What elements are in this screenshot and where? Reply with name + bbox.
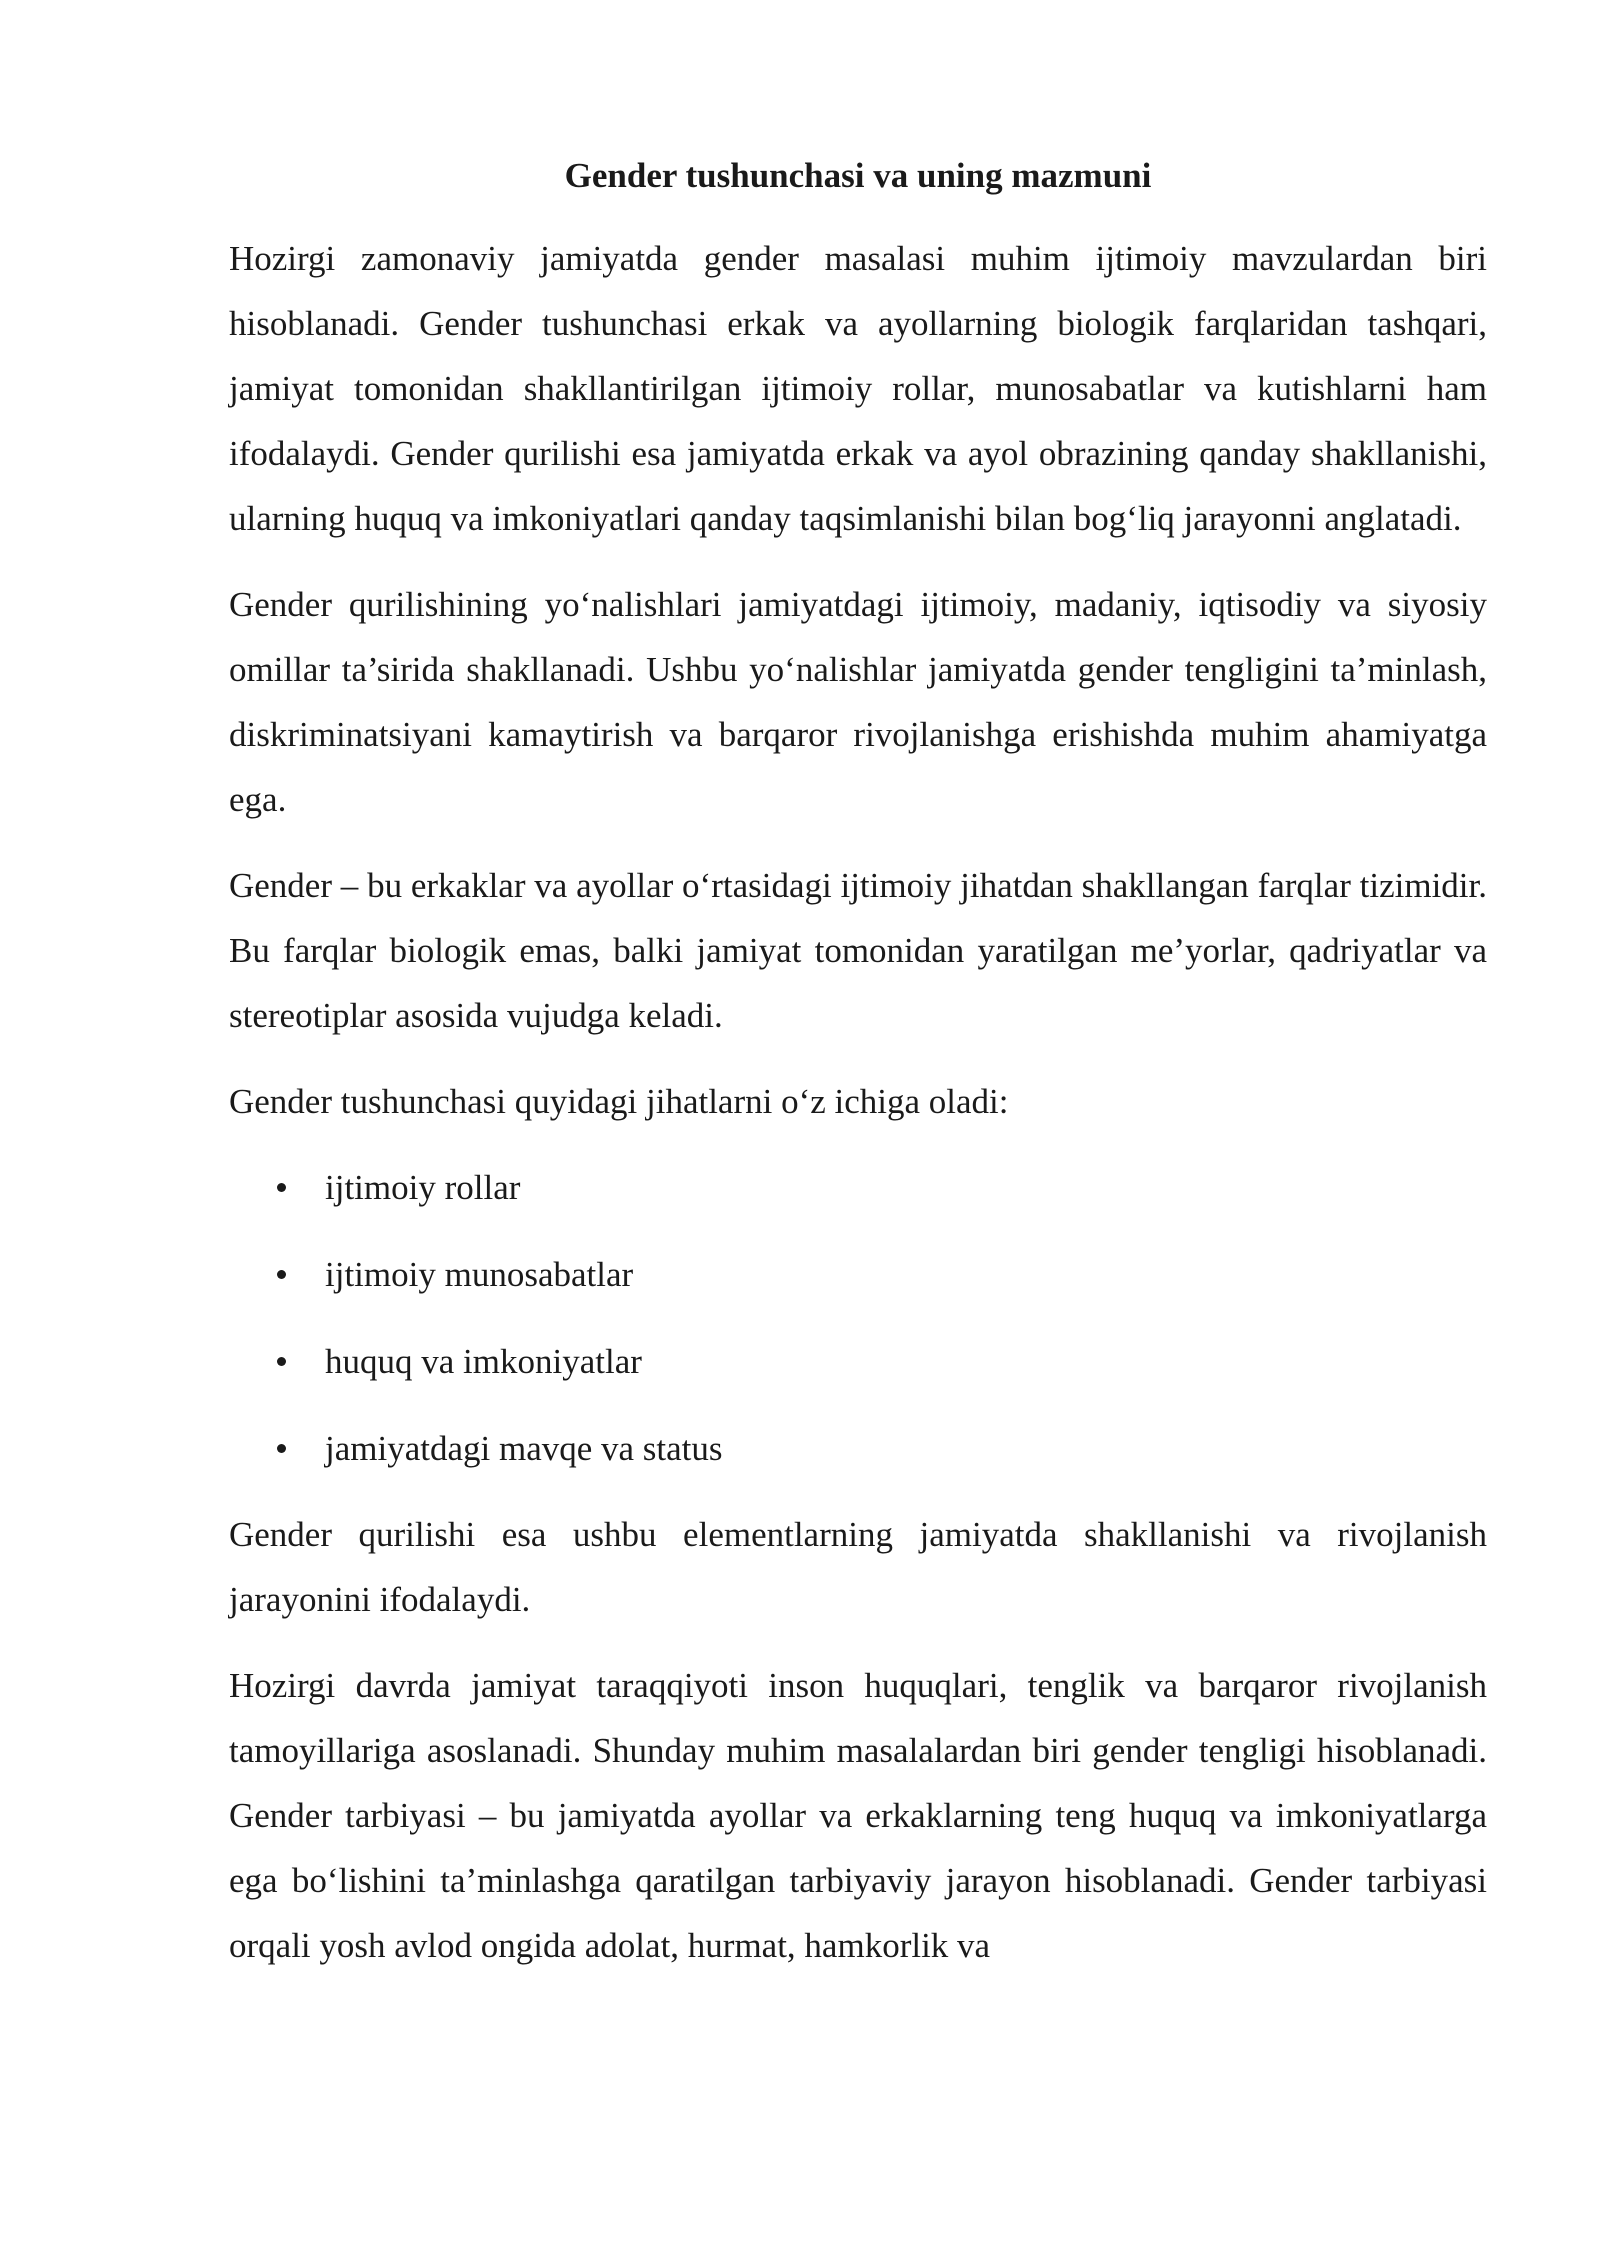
bullet-icon [277, 1444, 286, 1453]
document-page [229, 146, 1487, 1999]
list-item-text: ijtimoiy rollar [325, 1168, 521, 1207]
paragraph-list-intro: Gender tushunchasi quyidagi jihatlarni o‘z ichiga oladi: [229, 1082, 1009, 1121]
list-item [229, 1155, 1487, 1220]
paragraph-intro: Hozirgi zamonaviy jamiyatda gender masalasi muhim ijtimoiy mavzulardan biri hisoblanadi. Gender tushunchasi erkak va ayollarning biologik farqlaridan tashqari, jamiyat tomonidan shakllantirilgan ijtimoiy rollar, munosabatlar va kutishlarni ham ifodalaydi. Gender qurilishi esa jamiyatda erkak va ayol obrazining qanday shakllanishi, ularning huquq va imkoniyatlari qanday taqsimlanishi bilan bog‘liq jarayonni anglatadi. [229, 239, 1487, 538]
document-title: Gender tushunchasi va uning mazmuni [564, 156, 1152, 195]
paragraph-definition: Gender – bu erkaklar va ayollar o‘rtasidagi ijtimoiy jihatdan shakllangan farqlar tizimidir. Bu farqlar biologik emas, balki jamiyat tomonidan yaratilgan me’yorlar, qadriyatlar va stereotiplar asosida vujudga keladi. [229, 866, 1487, 1035]
list-item-text: ijtimoiy munosabatlar [325, 1255, 634, 1294]
paragraph-equality: Hozirgi davrda jamiyat taraqqiyoti inson huquqlari, tenglik va barqaror rivojlanish tamoyillariga asoslanadi. Shunday muhim masalalardan biri gender tengligi hisoblanadi. Gender tarbiyasi – bu jamiyatda ayollar va erkaklarning teng huquq va imkoniyatlarga ega bo‘lishini ta’minlashga qaratilgan tarbiyaviy jarayon hisoblanadi. Gender tarbiyasi orqali yosh avlod ongida adolat, hurmat, hamkorlik va [229, 1666, 1487, 1965]
bullet-icon [277, 1270, 286, 1279]
list-item-text: huquq va imkoniyatlar [325, 1342, 642, 1381]
paragraph-directions: Gender qurilishining yo‘nalishlari jamiyatdagi ijtimoiy, madaniy, iqtisodiy va siyosiy omillar ta’sirida shakllanadi. Ushbu yo‘nalishlar jamiyatda gender tengligini ta’minlash, diskriminatsiyani kamaytirish va barqaror rivojlanishga erishishda muhim ahamiyatga ega. [229, 585, 1487, 819]
bullet-icon [277, 1183, 286, 1192]
list-item [229, 1416, 1487, 1481]
list-item-text: jamiyatdagi mavqe va status [325, 1429, 723, 1468]
paragraph-construction: Gender qurilishi esa ushbu elementlarning jamiyatda shakllanishi va rivojlanish jarayonini ifodalaydi. [229, 1515, 1487, 1619]
list-item [229, 1329, 1487, 1394]
bullet-icon [277, 1357, 286, 1366]
list-item [229, 1242, 1487, 1307]
aspects-list [229, 1155, 1487, 1481]
